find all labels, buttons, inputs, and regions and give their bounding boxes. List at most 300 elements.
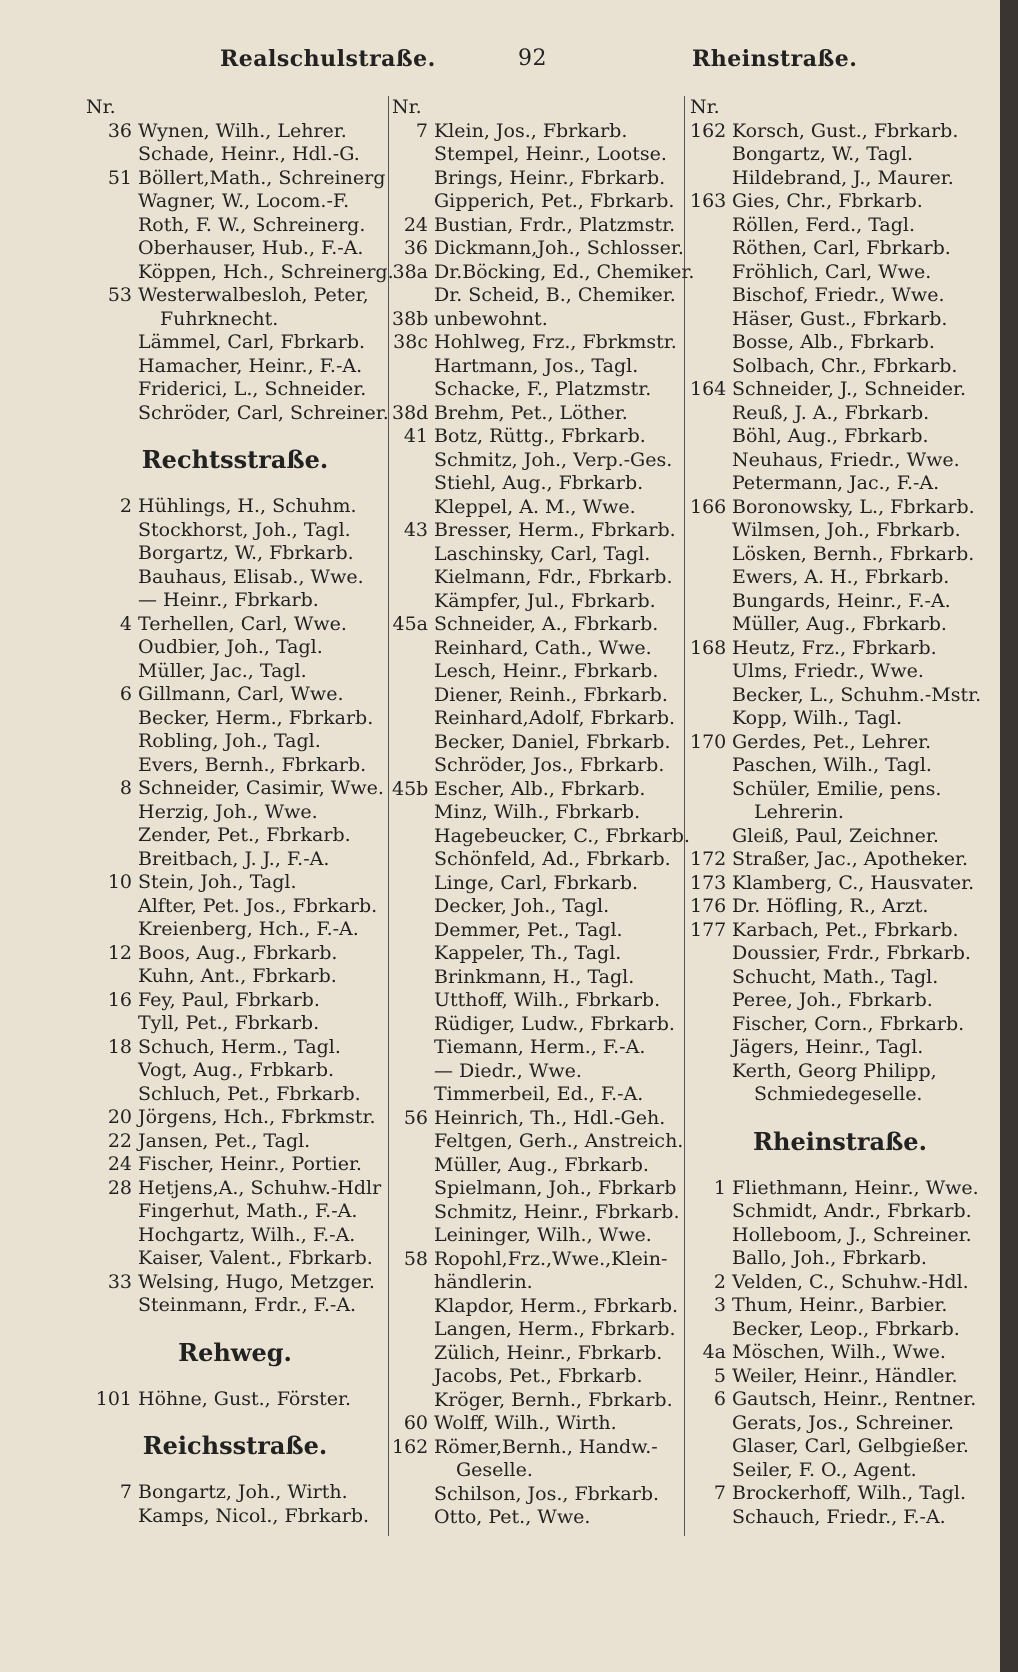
directory-entry [86, 613, 384, 637]
resident-entry: Paschen, Wilh., Tagl. [732, 754, 932, 776]
house-number [86, 1247, 138, 1271]
house-number: 38c [393, 331, 428, 353]
resident-entry: Kappeler, Th., Tagl. [434, 942, 622, 964]
house-number [392, 895, 434, 919]
house-number: 168 [690, 636, 727, 659]
resident-entry: Hagebeucker, C., Fbrkarb. [434, 824, 690, 847]
directory-entry [86, 1224, 384, 1248]
resident-entry: Laschinsky, Carl, Tagl. [434, 542, 651, 565]
column-nr-label: Nr. [392, 96, 422, 118]
column-3 [690, 96, 990, 1529]
house-number: 56 [403, 1106, 428, 1129]
directory-entry [86, 683, 384, 707]
directory-entry [392, 801, 682, 825]
resident-entry: Klamberg, C., Hausvater. [732, 871, 975, 894]
house-number [86, 519, 138, 543]
column-divider [684, 96, 685, 1536]
directory-entry [86, 777, 384, 801]
house-number [392, 660, 434, 684]
resident-entry: Schmidt, Andr., Fbrkarb. [732, 1200, 972, 1222]
house-number [690, 472, 732, 496]
resident-entry: Straßer, Jac., Apotheker. [732, 848, 969, 870]
resident-entry: Jacobs, Pet., Fbrkarb. [434, 1365, 643, 1387]
resident-entry: Dr. Scheid, B., Chemiker. [434, 284, 676, 306]
directory-entry [392, 919, 682, 943]
house-number [392, 1483, 434, 1507]
directory-entry [690, 660, 990, 684]
directory-entry [690, 754, 990, 778]
resident-entry: Möschen, Wilh., Wwe. [732, 1341, 946, 1363]
resident-entry: Oberhauser, Hub., F.-A. [138, 237, 364, 259]
house-number [392, 1271, 434, 1295]
resident-entry: Herzig, Joh., Wwe. [138, 800, 318, 823]
resident-entry: Terhellen, Carl, Wwe. [138, 612, 347, 635]
house-number [690, 778, 732, 802]
house-number: 163 [690, 190, 727, 212]
house-number: 162 [690, 119, 727, 142]
resident-entry: Roth, F. W., Schreinerg. [138, 213, 366, 236]
resident-entry: Westerwalbesloh, Peter, [138, 284, 369, 306]
house-number [86, 331, 138, 355]
house-number [690, 449, 732, 473]
directory-entry [86, 308, 384, 332]
resident-entry: Demmer, Pet., Tagl. [434, 918, 623, 941]
house-number [392, 684, 434, 708]
resident-entry: Kielmann, Fdr., Fbrkarb. [434, 566, 673, 588]
house-number [392, 1060, 434, 1084]
directory-entry [86, 1106, 384, 1130]
resident-entry: Zülich, Heinr., Fbrkarb. [434, 1341, 663, 1364]
directory-entry [690, 378, 990, 402]
resident-entry: Doussier, Frdr., Fbrkarb. [732, 942, 971, 964]
house-number: 43 [403, 519, 428, 541]
resident-entry: Lämmel, Carl, Fbrkarb. [138, 331, 366, 353]
house-number [690, 402, 732, 426]
directory-entry [86, 284, 384, 308]
house-number [86, 190, 138, 214]
directory-entry [86, 1036, 384, 1060]
directory-entry [86, 1130, 384, 1154]
directory-entry [392, 989, 682, 1013]
house-number: 16 [107, 988, 132, 1011]
house-number [690, 754, 732, 778]
house-number [86, 402, 138, 426]
house-number [690, 942, 732, 966]
resident-entry: Müller, Aug., Fbrkarb. [434, 1153, 649, 1176]
street-heading: Rehweg. [178, 1337, 292, 1367]
house-number [392, 449, 434, 473]
house-number [86, 730, 138, 754]
resident-entry: Petermann, Jac., F.-A. [732, 472, 940, 494]
resident-entry: Gipperich, Pet., Fbrkarb. [434, 190, 675, 212]
house-number: 172 [690, 848, 727, 870]
directory-entry [86, 1200, 384, 1224]
house-number: 10 [107, 871, 132, 893]
house-number [392, 989, 434, 1013]
directory-entry [392, 707, 682, 731]
directory-entry [690, 613, 990, 637]
house-number: 41 [403, 425, 428, 447]
directory-entry [392, 1130, 682, 1154]
resident-entry: Bustian, Frdr., Platzmstr. [434, 213, 676, 236]
resident-entry: Fey, Paul, Fbrkarb. [138, 988, 320, 1011]
resident-entry: Schluch, Pet., Fbrkarb. [138, 1082, 361, 1105]
resident-entry: Reinhard, Cath., Wwe. [434, 636, 652, 659]
resident-entry: Brings, Heinr., Fbrkarb. [434, 166, 666, 189]
directory-entry [392, 966, 682, 990]
resident-entry: Steinmann, Frdr., F.-A. [138, 1294, 357, 1316]
house-number [86, 1083, 138, 1107]
directory-entry [392, 590, 682, 614]
resident-entry: Geselle. [456, 1459, 533, 1481]
resident-entry: Reuß, J. A., Fbrkarb. [732, 401, 930, 424]
column-divider [388, 96, 389, 1536]
directory-entry [392, 543, 682, 567]
house-number [86, 707, 138, 731]
directory-entry [690, 1177, 990, 1201]
house-number [690, 1318, 732, 1342]
house-number [690, 684, 732, 708]
house-number [392, 1389, 434, 1413]
house-number [86, 143, 138, 167]
directory-entry [86, 566, 384, 590]
directory-entry [690, 590, 990, 614]
house-number: 38b [392, 307, 429, 330]
house-number [392, 590, 434, 614]
directory-entry [690, 355, 990, 379]
resident-entry: Schmitz, Joh., Verp.-Ges. [434, 448, 673, 471]
house-number [392, 1459, 434, 1483]
resident-entry: Langen, Herm., Fbrkarb. [434, 1318, 676, 1340]
directory-entry [86, 214, 384, 238]
house-number: 162 [392, 1435, 429, 1458]
resident-entry: Becker, Daniel, Fbrkarb. [434, 730, 671, 753]
directory-entry [392, 1154, 682, 1178]
resident-entry: Schröder, Jos., Fbrkarb. [434, 754, 665, 776]
resident-entry: Gies, Chr., Fbrkarb. [732, 190, 923, 212]
house-number [690, 566, 732, 590]
directory-entry [690, 214, 990, 238]
directory-entry [86, 1388, 384, 1412]
resident-entry: Häser, Gust., Fbrkarb. [732, 307, 948, 330]
directory-entry [392, 260, 695, 285]
house-number [690, 1412, 732, 1436]
resident-entry: Bungards, Heinr., F.-A. [732, 589, 951, 612]
house-number: 7 [415, 119, 428, 142]
house-number [392, 1013, 434, 1037]
resident-entry: — Diedr., Wwe. [434, 1059, 582, 1082]
house-number [86, 214, 138, 238]
house-number [690, 1083, 732, 1107]
resident-entry: Stein, Joh., Tagl. [138, 871, 297, 893]
resident-entry: Leininger, Wilh., Wwe. [434, 1224, 652, 1246]
directory-entry [690, 1365, 990, 1389]
resident-entry: Kerth, Georg Philipp, [732, 1059, 937, 1082]
directory-entry [86, 1083, 384, 1107]
directory-entry [690, 1036, 990, 1060]
directory-entry [86, 1294, 384, 1318]
resident-entry: Köppen, Hch., Schreinerg. [138, 260, 394, 283]
house-number [86, 848, 138, 872]
page-number: 92 [518, 46, 547, 71]
directory-entry [392, 143, 682, 167]
house-number: 24 [403, 213, 428, 236]
directory-entry [86, 120, 384, 144]
house-number [392, 355, 434, 379]
directory-entry [392, 402, 682, 426]
house-number: 176 [690, 895, 727, 917]
resident-entry: Hetjens,A., Schuhw.-Hdlr [138, 1176, 382, 1199]
resident-entry: Oudbier, Joh., Tagl. [138, 636, 323, 658]
directory-entry [392, 754, 682, 778]
resident-entry: Fröhlich, Carl, Wwe. [732, 260, 932, 283]
resident-entry: Ulms, Friedr., Wwe. [732, 660, 924, 682]
house-number [690, 1060, 732, 1084]
house-number: 6 [119, 683, 132, 705]
house-number: 2 [713, 1270, 726, 1293]
resident-entry: Kamps, Nicol., Fbrkarb. [138, 1504, 370, 1527]
resident-entry: Otto, Pet., Wwe. [434, 1506, 591, 1528]
directory-entry [690, 496, 990, 520]
house-number [392, 543, 434, 567]
directory-entry [86, 801, 384, 825]
directory-entry [690, 707, 990, 731]
house-number [690, 1247, 732, 1271]
directory-entry [86, 190, 384, 214]
house-number [392, 143, 434, 167]
directory-entry [392, 496, 682, 520]
directory-entry [86, 237, 384, 261]
resident-entry: Gautsch, Heinr., Rentner. [732, 1388, 977, 1410]
directory-entry [392, 1036, 682, 1060]
house-number [392, 966, 434, 990]
column-nr-label: Nr. [86, 96, 116, 118]
resident-entry: Hartmann, Jos., Tagl. [434, 354, 639, 377]
directory-entry [690, 872, 990, 896]
resident-entry: Feltgen, Gerh., Anstreich. [434, 1130, 684, 1152]
resident-entry: Rüdiger, Ludw., Fbrkarb. [434, 1012, 675, 1035]
resident-entry: Minz, Wilh., Fbrkarb. [434, 801, 641, 823]
directory-entry [690, 425, 990, 449]
resident-entry: Römer,Bernh., Handw.- [434, 1435, 658, 1458]
directory-entry [86, 989, 384, 1013]
house-number [86, 824, 138, 848]
directory-entry [690, 402, 990, 426]
house-number: 2 [119, 495, 132, 517]
house-number [690, 284, 732, 308]
directory-entry [690, 684, 990, 708]
resident-entry: Wolff, Wilh., Wirth. [434, 1412, 617, 1434]
directory-entry [690, 1013, 990, 1037]
resident-entry: Linge, Carl, Fbrkarb. [434, 871, 639, 894]
directory-entry [690, 966, 990, 990]
street-heading: Rechtsstraße. [141, 445, 329, 474]
house-number: 36 [107, 119, 132, 142]
directory-entry [392, 378, 682, 402]
house-number [690, 825, 732, 849]
column-1 [86, 96, 394, 1528]
directory-entry [690, 989, 990, 1013]
resident-entry: Korsch, Gust., Fbrkarb. [732, 119, 959, 142]
resident-entry: Röthen, Carl, Fbrkarb. [732, 237, 951, 259]
resident-entry: Kreienberg, Hch., F.-A. [138, 918, 359, 940]
resident-entry: Kämpfer, Jul., Fbrkarb. [434, 589, 656, 612]
resident-entry: Bongartz, W., Tagl. [732, 143, 914, 165]
resident-entry: Spielmann, Joh., Fbrkarb [434, 1177, 677, 1199]
directory-entry [86, 355, 384, 379]
resident-entry: Thum, Heinr., Barbier. [732, 1294, 948, 1316]
house-number [690, 331, 732, 355]
resident-entry: Hohlweg, Frz., Fbrkmstr. [434, 331, 677, 353]
resident-entry: Gleiß, Paul, Zeichner. [732, 824, 939, 847]
directory-entry [86, 589, 384, 613]
directory-entry [690, 261, 990, 285]
house-number: 22 [107, 1129, 132, 1152]
resident-entry: Boos, Aug., Fbrkarb. [138, 941, 338, 964]
directory-entry [86, 1177, 384, 1201]
resident-entry: Fliethmann, Heinr., Wwe. [732, 1176, 979, 1199]
resident-entry: Borgartz, W., Fbrkarb. [138, 542, 354, 564]
street-heading: Reichsstraße. [142, 1431, 328, 1460]
resident-entry: Lesch, Heinr., Fbrkarb. [434, 660, 659, 682]
directory-entry [392, 519, 682, 543]
resident-entry: Welsing, Hugo, Metzger. [138, 1270, 375, 1293]
directory-entry [690, 1318, 990, 1342]
directory-entry [86, 1271, 384, 1295]
resident-entry: Jörgens, Hch., Fbrkmstr. [138, 1106, 376, 1128]
directory-entry [690, 1412, 990, 1436]
resident-entry: Schneider, Casimir, Wwe. [138, 777, 384, 799]
house-number [392, 1083, 434, 1107]
resident-entry: Hühlings, H., Schuhm. [138, 495, 357, 517]
directory-entry [86, 942, 384, 966]
resident-entry: Fuhrknecht. [160, 307, 279, 330]
directory-entry [690, 237, 990, 261]
directory-entry [690, 801, 990, 825]
directory-entry [690, 1224, 990, 1248]
resident-entry: Becker, Herm., Fbrkarb. [138, 706, 374, 729]
directory-entry [392, 824, 690, 849]
directory-entry [86, 660, 384, 684]
resident-entry: Höhne, Gust., Förster. [138, 1387, 352, 1410]
resident-entry: Müller, Aug., Fbrkarb. [732, 613, 947, 635]
resident-entry: Stempel, Heinr., Lootse. [434, 143, 667, 165]
resident-entry: Stiehl, Aug., Fbrkarb. [434, 472, 644, 494]
resident-entry: Böhl, Aug., Fbrkarb. [732, 425, 929, 447]
directory-entry [392, 472, 682, 496]
house-number [86, 1012, 138, 1036]
resident-entry: Kaiser, Valent., Fbrkarb. [138, 1247, 373, 1269]
resident-entry: Bauhaus, Elisab., Wwe. [138, 565, 364, 588]
resident-entry: Botz, Rüttg., Fbrkarb. [434, 425, 646, 447]
resident-entry: Alfter, Pet. Jos., Fbrkarb. [138, 894, 378, 917]
directory-entry [690, 1482, 990, 1506]
house-number [392, 1224, 434, 1248]
resident-entry: Dr. Höfling, R., Arzt. [732, 895, 929, 917]
resident-entry: Evers, Bernh., Fbrkarb. [138, 753, 367, 776]
directory-entry [86, 1153, 384, 1177]
house-number [392, 1318, 434, 1342]
directory-entry [690, 167, 990, 191]
house-number: 6 [713, 1388, 726, 1410]
house-number [392, 1154, 434, 1178]
directory-entry [392, 637, 682, 661]
resident-entry: Heutz, Frz., Fbrkarb. [732, 636, 937, 659]
resident-entry: Boronowsky, L., Fbrkarb. [732, 495, 975, 518]
house-number [86, 1294, 138, 1318]
directory-entry [392, 1295, 682, 1319]
directory-entry [86, 895, 384, 919]
house-number [690, 801, 732, 825]
resident-entry: Klapdor, Herm., Fbrkarb. [434, 1294, 679, 1317]
directory-entry [392, 1459, 682, 1483]
resident-entry: Bosse, Alb., Fbrkarb. [732, 331, 935, 353]
directory-entry [392, 237, 682, 261]
house-number: 12 [107, 941, 132, 964]
resident-entry: Velden, C., Schuhw.-Hdl. [732, 1270, 969, 1293]
resident-entry: Wynen, Wilh., Lehrer. [138, 119, 347, 142]
directory-entry [392, 942, 682, 966]
directory-entry [86, 167, 384, 191]
resident-entry: Schauch, Friedr., F.-A. [732, 1505, 946, 1528]
house-number [86, 660, 138, 684]
resident-entry: Schröder, Carl, Schreiner. [138, 401, 389, 424]
house-number: 51 [107, 166, 132, 189]
resident-entry: Ballo, Joh., Fbrkarb. [732, 1247, 927, 1269]
house-number: 53 [107, 284, 132, 306]
directory-entry [690, 778, 990, 802]
directory-entry [690, 1341, 990, 1365]
house-number [690, 590, 732, 614]
directory-entry [392, 1483, 682, 1507]
resident-entry: Brinkmann, H., Tagl. [434, 965, 635, 988]
directory-entry [690, 566, 990, 590]
resident-entry: Tiemann, Herm., F.-A. [434, 1036, 646, 1058]
directory-entry [392, 731, 682, 755]
resident-entry: Brockerhoff, Wilh., Tagl. [732, 1482, 967, 1504]
house-number: 24 [107, 1153, 132, 1175]
house-number [690, 308, 732, 332]
directory-entry [392, 308, 682, 332]
house-number [86, 589, 138, 613]
resident-entry: Lösken, Bernh., Fbrkarb. [732, 542, 975, 565]
directory-entry [86, 1059, 384, 1083]
directory-entry [86, 378, 384, 402]
resident-entry: Hamacher, Heinr., F.-A. [138, 354, 363, 377]
resident-entry: Seiler, F. O., Agent. [732, 1458, 917, 1481]
house-number [392, 848, 434, 872]
house-number: 58 [403, 1247, 428, 1270]
house-number [392, 731, 434, 755]
directory-entry [690, 143, 990, 167]
house-number: 170 [690, 730, 727, 753]
header-left-street: Realschulstraße. [220, 46, 436, 72]
house-number [392, 496, 434, 520]
directory-entry [690, 637, 990, 661]
house-number [392, 801, 434, 825]
resident-entry: Becker, Leop., Fbrkarb. [732, 1317, 960, 1340]
directory-entry [392, 1342, 682, 1366]
house-number [690, 143, 732, 167]
directory-entry [392, 1248, 682, 1272]
directory-entry [392, 778, 682, 802]
directory-entry [392, 167, 682, 191]
resident-entry: Weiler, Heinr., Händler. [732, 1364, 958, 1387]
house-number: 7 [119, 1481, 132, 1503]
house-number [86, 895, 138, 919]
house-number [690, 237, 732, 261]
resident-entry: Heinrich, Th., Hdl.-Geh. [434, 1106, 666, 1129]
